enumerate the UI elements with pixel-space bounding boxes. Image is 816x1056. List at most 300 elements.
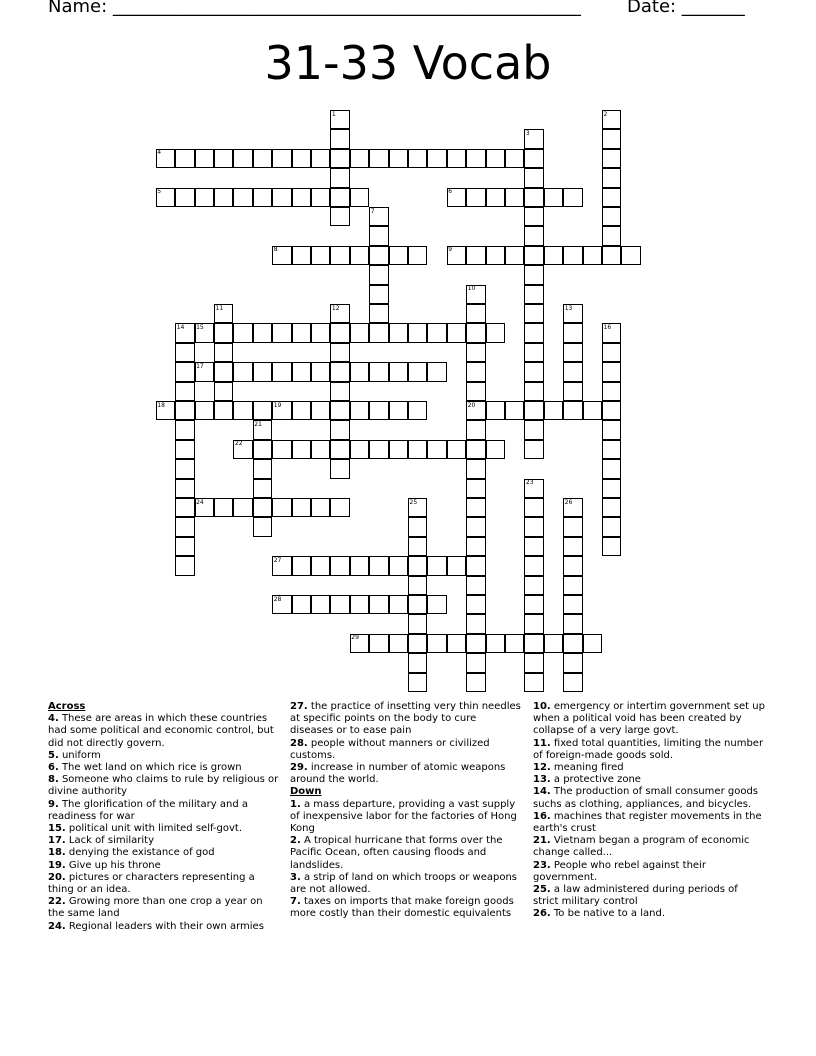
grid-cell[interactable]: [330, 595, 349, 614]
grid-cell[interactable]: [427, 556, 446, 575]
grid-cell[interactable]: [330, 207, 349, 226]
grid-cell[interactable]: [602, 459, 621, 478]
grid-cell[interactable]: [427, 440, 446, 459]
grid-cell[interactable]: [602, 343, 621, 362]
grid-cell[interactable]: [544, 188, 563, 207]
grid-cell[interactable]: [563, 614, 582, 633]
grid-cell[interactable]: [175, 537, 194, 556]
grid-cell[interactable]: [524, 343, 543, 362]
grid-cell[interactable]: [369, 304, 388, 323]
grid-cell[interactable]: [602, 110, 621, 129]
grid-cell[interactable]: [408, 362, 427, 381]
grid-cell[interactable]: [330, 188, 349, 207]
grid-cell[interactable]: [524, 440, 543, 459]
name-field: Name: ____________________________________________________: [48, 0, 581, 17]
grid-cell[interactable]: [563, 653, 582, 672]
grid-cell[interactable]: [408, 440, 427, 459]
grid-cell[interactable]: [427, 149, 446, 168]
grid-cell[interactable]: [427, 634, 446, 653]
grid-cell[interactable]: [253, 362, 272, 381]
grid-cell[interactable]: [253, 149, 272, 168]
grid-cell[interactable]: [292, 188, 311, 207]
grid-cell[interactable]: [408, 576, 427, 595]
clue-text: People who rebel against their government.: [533, 859, 706, 883]
grid-cell[interactable]: [311, 246, 330, 265]
grid-cell[interactable]: [272, 556, 291, 575]
grid-cell[interactable]: [350, 149, 369, 168]
grid-cell[interactable]: [447, 634, 466, 653]
grid-cell[interactable]: [350, 323, 369, 342]
grid-cell[interactable]: [583, 634, 602, 653]
grid-cell[interactable]: [524, 556, 543, 575]
grid-cell[interactable]: [175, 343, 194, 362]
grid-cell[interactable]: [466, 576, 485, 595]
grid-cell[interactable]: [602, 517, 621, 536]
grid-cell[interactable]: [524, 323, 543, 342]
grid-cell[interactable]: [524, 537, 543, 556]
grid-cell[interactable]: [505, 634, 524, 653]
grid-cell[interactable]: [311, 556, 330, 575]
grid-cell[interactable]: [524, 479, 543, 498]
grid-cell[interactable]: [466, 653, 485, 672]
grid-cell[interactable]: [524, 362, 543, 381]
grid-cell[interactable]: [330, 556, 349, 575]
grid-cell[interactable]: [175, 440, 194, 459]
grid-cell[interactable]: [466, 595, 485, 614]
grid-cell[interactable]: [350, 401, 369, 420]
grid-cell[interactable]: [447, 556, 466, 575]
grid-cell[interactable]: [505, 149, 524, 168]
clue-number-label: 20.: [48, 871, 66, 883]
grid-cell[interactable]: [292, 556, 311, 575]
grid-cell[interactable]: [408, 323, 427, 342]
grid-cell[interactable]: [272, 362, 291, 381]
grid-cell[interactable]: [195, 362, 214, 381]
grid-cell[interactable]: [292, 362, 311, 381]
grid-cell[interactable]: [408, 537, 427, 556]
grid-cell[interactable]: [602, 129, 621, 148]
grid-cell[interactable]: [563, 556, 582, 575]
grid-cell[interactable]: [369, 323, 388, 342]
grid-cell[interactable]: [350, 188, 369, 207]
grid-cell[interactable]: [408, 634, 427, 653]
grid-cell[interactable]: [563, 343, 582, 362]
grid-cell[interactable]: [466, 556, 485, 575]
grid-cell[interactable]: [253, 479, 272, 498]
grid-cell[interactable]: [447, 323, 466, 342]
grid-cell[interactable]: [389, 440, 408, 459]
grid-cell[interactable]: [466, 149, 485, 168]
grid-cell[interactable]: [466, 537, 485, 556]
grid-cell[interactable]: [524, 653, 543, 672]
grid-cell[interactable]: [175, 323, 194, 342]
grid-cell[interactable]: [330, 459, 349, 478]
grid-cell[interactable]: [389, 595, 408, 614]
grid-cell[interactable]: [563, 304, 582, 323]
grid-cell[interactable]: [369, 149, 388, 168]
grid-cell[interactable]: [311, 595, 330, 614]
clue-number-label: 29.: [290, 762, 308, 774]
grid-cell[interactable]: [602, 168, 621, 187]
grid-cell[interactable]: [330, 420, 349, 439]
grid-cell[interactable]: [272, 440, 291, 459]
grid-cell[interactable]: [524, 673, 543, 692]
grid-cell[interactable]: [408, 595, 427, 614]
grid-cell[interactable]: [330, 304, 349, 323]
across-clues-part-1: [48, 713, 280, 933]
grid-cell[interactable]: [524, 207, 543, 226]
grid-cell[interactable]: [524, 149, 543, 168]
grid-cell[interactable]: [330, 323, 349, 342]
grid-cell[interactable]: [466, 498, 485, 517]
down-clue: [290, 872, 522, 896]
grid-cell[interactable]: [253, 459, 272, 478]
grid-cell[interactable]: [466, 459, 485, 478]
grid-cell[interactable]: [486, 149, 505, 168]
grid-cell[interactable]: [466, 673, 485, 692]
grid-cell[interactable]: [292, 595, 311, 614]
grid-cell[interactable]: [175, 498, 194, 517]
grid-cell[interactable]: [195, 149, 214, 168]
grid-cell[interactable]: [621, 246, 640, 265]
grid-cell[interactable]: [466, 420, 485, 439]
grid-cell[interactable]: [330, 110, 349, 129]
grid-cell[interactable]: [233, 401, 252, 420]
grid-cell[interactable]: [195, 401, 214, 420]
grid-cell[interactable]: [466, 246, 485, 265]
grid-cell[interactable]: [602, 207, 621, 226]
grid-cell[interactable]: [563, 362, 582, 381]
grid-cell[interactable]: [524, 246, 543, 265]
grid-cell[interactable]: [486, 634, 505, 653]
grid-cell[interactable]: [602, 246, 621, 265]
grid-cell[interactable]: [311, 401, 330, 420]
grid-cell[interactable]: [272, 149, 291, 168]
grid-cell[interactable]: [175, 149, 194, 168]
grid-cell[interactable]: [272, 595, 291, 614]
grid-cell[interactable]: [505, 401, 524, 420]
grid-cell[interactable]: [253, 401, 272, 420]
grid-cell[interactable]: [486, 401, 505, 420]
grid-cell[interactable]: [408, 401, 427, 420]
grid-cell[interactable]: [408, 498, 427, 517]
grid-cell[interactable]: [253, 440, 272, 459]
grid-cell[interactable]: [369, 634, 388, 653]
grid-cell[interactable]: [466, 634, 485, 653]
grid-cell[interactable]: [486, 188, 505, 207]
grid-cell[interactable]: [233, 362, 252, 381]
grid-cell[interactable]: [156, 149, 175, 168]
grid-cell[interactable]: [505, 246, 524, 265]
clue-number: 19: [273, 401, 282, 409]
grid-cell[interactable]: [486, 440, 505, 459]
grid-cell[interactable]: [602, 323, 621, 342]
clue-number-label: 15.: [48, 823, 66, 835]
grid-cell[interactable]: [408, 556, 427, 575]
grid-cell[interactable]: [272, 401, 291, 420]
grid-cell[interactable]: [524, 188, 543, 207]
grid-cell[interactable]: [233, 498, 252, 517]
grid-cell[interactable]: [253, 420, 272, 439]
grid-cell[interactable]: [233, 188, 252, 207]
grid-cell[interactable]: [389, 246, 408, 265]
grid-cell[interactable]: [602, 188, 621, 207]
grid-cell[interactable]: [175, 459, 194, 478]
grid-cell[interactable]: [486, 246, 505, 265]
across-clue: [48, 823, 280, 835]
grid-cell[interactable]: [175, 556, 194, 575]
grid-cell[interactable]: [311, 323, 330, 342]
grid-cell[interactable]: [563, 634, 582, 653]
grid-cell[interactable]: [466, 304, 485, 323]
grid-cell[interactable]: [466, 343, 485, 362]
grid-cell[interactable]: [408, 673, 427, 692]
clue-text: These are areas in which these countries had some political and economic control, but did not directly govern.: [48, 713, 274, 749]
grid-cell[interactable]: [524, 129, 543, 148]
grid-cell[interactable]: [214, 498, 233, 517]
grid-cell[interactable]: [369, 556, 388, 575]
grid-cell[interactable]: [330, 149, 349, 168]
grid-cell[interactable]: [389, 634, 408, 653]
grid-cell[interactable]: [175, 420, 194, 439]
grid-cell[interactable]: [253, 498, 272, 517]
clues-column-3: [533, 701, 765, 921]
grid-cell[interactable]: [350, 595, 369, 614]
grid-cell[interactable]: [563, 673, 582, 692]
grid-cell[interactable]: [602, 479, 621, 498]
grid-cell[interactable]: [466, 362, 485, 381]
grid-cell[interactable]: [602, 498, 621, 517]
grid-cell[interactable]: [466, 517, 485, 536]
grid-cell[interactable]: [195, 323, 214, 342]
grid-cell[interactable]: [427, 595, 446, 614]
grid-cell[interactable]: [524, 226, 543, 245]
grid-cell[interactable]: [350, 246, 369, 265]
grid-cell[interactable]: [602, 362, 621, 381]
grid-cell[interactable]: [466, 323, 485, 342]
grid-cell[interactable]: [447, 246, 466, 265]
grid-cell[interactable]: [563, 188, 582, 207]
grid-cell[interactable]: [330, 440, 349, 459]
grid-cell[interactable]: [563, 323, 582, 342]
grid-cell[interactable]: [330, 129, 349, 148]
grid-cell[interactable]: [156, 401, 175, 420]
grid-cell[interactable]: [524, 498, 543, 517]
grid-cell[interactable]: [233, 323, 252, 342]
grid-cell[interactable]: [369, 207, 388, 226]
grid-cell[interactable]: [292, 440, 311, 459]
grid-cell[interactable]: [447, 149, 466, 168]
grid-cell[interactable]: [330, 168, 349, 187]
grid-cell[interactable]: [524, 265, 543, 284]
grid-cell[interactable]: [563, 595, 582, 614]
grid-cell[interactable]: [214, 382, 233, 401]
grid-cell[interactable]: [214, 401, 233, 420]
grid-cell[interactable]: [311, 188, 330, 207]
grid-cell[interactable]: [195, 188, 214, 207]
grid-cell[interactable]: [563, 382, 582, 401]
grid-cell[interactable]: [427, 362, 446, 381]
clue-text: The wet land on which rice is grown: [58, 762, 242, 774]
grid-cell[interactable]: [466, 188, 485, 207]
grid-cell[interactable]: [524, 634, 543, 653]
grid-cell[interactable]: [563, 517, 582, 536]
grid-cell[interactable]: [311, 440, 330, 459]
across-clue: [48, 921, 280, 933]
grid-cell[interactable]: [195, 498, 214, 517]
clue-number: 5: [157, 188, 162, 196]
grid-cell[interactable]: [369, 440, 388, 459]
grid-cell[interactable]: [524, 168, 543, 187]
grid-cell[interactable]: [350, 362, 369, 381]
grid-cell[interactable]: [466, 401, 485, 420]
grid-cell[interactable]: [214, 188, 233, 207]
grid-cell[interactable]: [466, 440, 485, 459]
grid-cell[interactable]: [175, 517, 194, 536]
grid-cell[interactable]: [311, 149, 330, 168]
grid-cell[interactable]: [175, 401, 194, 420]
grid-cell[interactable]: [602, 226, 621, 245]
grid-cell[interactable]: [369, 285, 388, 304]
grid-cell[interactable]: [272, 246, 291, 265]
grid-cell[interactable]: [369, 595, 388, 614]
grid-cell[interactable]: [175, 479, 194, 498]
across-clue: [290, 762, 522, 786]
grid-cell[interactable]: [389, 556, 408, 575]
grid-cell[interactable]: [311, 362, 330, 381]
grid-cell[interactable]: [524, 595, 543, 614]
grid-cell[interactable]: [524, 576, 543, 595]
grid-cell[interactable]: [427, 323, 446, 342]
grid-cell[interactable]: [272, 188, 291, 207]
grid-cell[interactable]: [602, 149, 621, 168]
grid-cell[interactable]: [524, 517, 543, 536]
clue-text: fixed total quantities, limiting the number of foreign-made goods sold.: [533, 737, 764, 761]
grid-cell[interactable]: [350, 556, 369, 575]
grid-cell[interactable]: [563, 537, 582, 556]
grid-cell[interactable]: [466, 285, 485, 304]
grid-cell[interactable]: [544, 634, 563, 653]
clue-number-label: 21.: [533, 835, 551, 847]
grid-cell[interactable]: [389, 323, 408, 342]
grid-cell[interactable]: [408, 653, 427, 672]
grid-cell[interactable]: [233, 149, 252, 168]
clue-number-label: 25.: [533, 884, 551, 896]
grid-cell[interactable]: [156, 188, 175, 207]
clue-number-label: 28.: [290, 737, 308, 749]
grid-cell[interactable]: [175, 382, 194, 401]
grid-cell[interactable]: [524, 382, 543, 401]
grid-cell[interactable]: [602, 420, 621, 439]
grid-cell[interactable]: [253, 323, 272, 342]
grid-cell[interactable]: [292, 323, 311, 342]
grid-cell[interactable]: [602, 401, 621, 420]
grid-cell[interactable]: [350, 634, 369, 653]
grid-cell[interactable]: [233, 440, 252, 459]
grid-cell[interactable]: [330, 382, 349, 401]
grid-cell[interactable]: [563, 498, 582, 517]
grid-cell[interactable]: [214, 149, 233, 168]
grid-cell[interactable]: [408, 246, 427, 265]
grid-cell[interactable]: [214, 362, 233, 381]
grid-cell[interactable]: [408, 614, 427, 633]
grid-cell[interactable]: [330, 362, 349, 381]
grid-cell[interactable]: [466, 382, 485, 401]
grid-cell[interactable]: [330, 498, 349, 517]
grid-cell[interactable]: [466, 479, 485, 498]
grid-cell[interactable]: [389, 149, 408, 168]
grid-cell[interactable]: [369, 226, 388, 245]
grid-cell[interactable]: [330, 343, 349, 362]
grid-cell[interactable]: [583, 401, 602, 420]
grid-cell[interactable]: [563, 246, 582, 265]
grid-cell[interactable]: [602, 537, 621, 556]
clue-text: Growing more than one crop a year on the same land: [48, 896, 263, 920]
clue-number-label: 26.: [533, 908, 551, 920]
grid-cell[interactable]: [214, 323, 233, 342]
across-clue: [48, 860, 280, 872]
grid-cell[interactable]: [602, 382, 621, 401]
grid-cell[interactable]: [505, 188, 524, 207]
grid-cell[interactable]: [272, 498, 291, 517]
grid-cell[interactable]: [466, 614, 485, 633]
grid-cell[interactable]: [524, 420, 543, 439]
grid-cell[interactable]: [175, 188, 194, 207]
grid-cell[interactable]: [563, 401, 582, 420]
clue-number-label: 2.: [290, 835, 301, 847]
grid-cell[interactable]: [408, 517, 427, 536]
grid-cell[interactable]: [369, 265, 388, 284]
grid-cell[interactable]: [175, 362, 194, 381]
grid-cell[interactable]: [389, 401, 408, 420]
down-clue: [533, 860, 765, 884]
clue-number: 16: [603, 323, 612, 331]
grid-cell[interactable]: [292, 246, 311, 265]
grid-cell[interactable]: [214, 304, 233, 323]
grid-cell[interactable]: [524, 285, 543, 304]
grid-cell[interactable]: [544, 246, 563, 265]
grid-cell[interactable]: [292, 498, 311, 517]
grid-cell[interactable]: [583, 246, 602, 265]
grid-cell[interactable]: [330, 246, 349, 265]
grid-cell[interactable]: [544, 401, 563, 420]
grid-cell[interactable]: [369, 401, 388, 420]
grid-cell[interactable]: [389, 362, 408, 381]
grid-cell[interactable]: [486, 323, 505, 342]
grid-cell[interactable]: [369, 246, 388, 265]
grid-cell[interactable]: [524, 401, 543, 420]
grid-cell[interactable]: [369, 362, 388, 381]
clue-text: uniform: [58, 749, 101, 761]
grid-cell[interactable]: [563, 576, 582, 595]
grid-cell[interactable]: [350, 440, 369, 459]
grid-cell[interactable]: [292, 149, 311, 168]
grid-cell[interactable]: [447, 188, 466, 207]
grid-cell[interactable]: [272, 323, 291, 342]
grid-cell[interactable]: [330, 401, 349, 420]
grid-cell[interactable]: [311, 498, 330, 517]
grid-cell[interactable]: [214, 343, 233, 362]
grid-cell[interactable]: [292, 401, 311, 420]
grid-cell[interactable]: [524, 304, 543, 323]
grid-cell[interactable]: [253, 517, 272, 536]
clue-text: Give up his throne: [65, 859, 161, 871]
grid-cell[interactable]: [408, 149, 427, 168]
grid-cell[interactable]: [447, 440, 466, 459]
grid-cell[interactable]: [253, 188, 272, 207]
grid-cell[interactable]: [602, 440, 621, 459]
grid-cell[interactable]: [524, 614, 543, 633]
